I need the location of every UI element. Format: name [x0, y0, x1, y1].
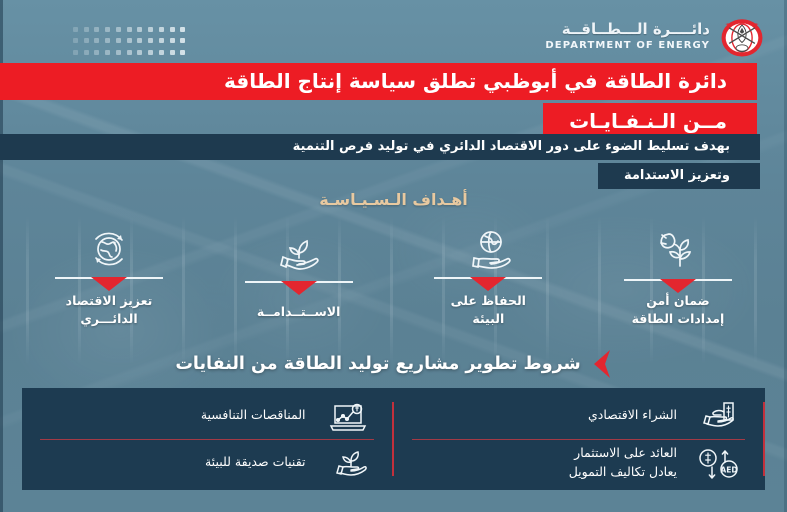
condition-label: تقنيات صديقة للبيئة	[204, 454, 306, 470]
decorative-dot	[180, 50, 185, 55]
decorative-dot	[105, 27, 110, 32]
decorative-dot	[94, 50, 99, 55]
red-chevron-icon	[468, 276, 508, 292]
decorative-dot	[137, 38, 142, 43]
decorative-dot	[170, 27, 175, 32]
decorative-dot	[170, 50, 175, 55]
conditions-left-column	[22, 388, 392, 490]
objectives-section-title: أهـداف الـسـيـاسـة	[319, 190, 468, 209]
decorative-dot	[105, 38, 110, 43]
condition-label: المناقصات التنافسية	[200, 407, 306, 423]
decorative-dot	[84, 50, 89, 55]
decorative-dot	[148, 50, 153, 55]
subtitle	[0, 134, 760, 192]
decorative-dot	[127, 50, 132, 55]
condition-label: العائد على الاستثمار يعادل تكاليف التمويل	[568, 445, 677, 479]
objective-item	[20, 228, 198, 328]
decorative-dot	[159, 27, 164, 32]
panel-edge-divider	[763, 402, 765, 476]
svg-text:AED: AED	[720, 464, 738, 474]
decorative-dot	[148, 27, 153, 32]
dollar-aed-exchange-icon	[691, 447, 747, 479]
decorative-dot	[127, 38, 132, 43]
hand-seedling-icon	[320, 447, 376, 479]
conditions-panel	[22, 388, 765, 490]
decorative-dot	[73, 27, 78, 32]
decorative-dot	[105, 50, 110, 55]
objective-rule	[624, 278, 732, 285]
condition-row	[38, 440, 376, 486]
headline	[0, 63, 757, 143]
condition-label: الشراء الاقتصادي	[587, 407, 677, 423]
red-chevron-left-icon	[590, 349, 612, 379]
doe-logo-text	[545, 22, 710, 51]
hand-globe-icon	[464, 228, 512, 270]
decorative-dot	[159, 50, 164, 55]
doe-logo-arabic: دائــــرة الـــطــاقــة	[561, 20, 710, 39]
decorative-dot	[84, 38, 89, 43]
objective-item	[589, 228, 767, 328]
condition-row	[410, 393, 748, 439]
red-chevron-icon	[89, 276, 129, 292]
abu-dhabi-doe-crest-icon	[719, 14, 765, 60]
objective-rule	[434, 276, 542, 285]
decorative-dot	[94, 27, 99, 32]
doe-logo	[545, 14, 765, 60]
objective-label: تعزيز الاقتصاد الدائـــري	[65, 292, 153, 326]
objective-item	[210, 228, 388, 328]
plug-plant-icon	[652, 228, 704, 272]
decorative-dot	[137, 50, 142, 55]
objectives-row	[20, 228, 767, 328]
decorative-dot	[180, 38, 185, 43]
laptop-chart-icon	[320, 400, 376, 432]
decorative-dot	[116, 50, 121, 55]
decorative-dot	[84, 27, 89, 32]
conditions-section-title	[0, 349, 787, 379]
headline-line-1: دائرة الطاقة في أبوظبي تطلق سياسة إنتاج الطاقة	[0, 63, 757, 100]
decorative-dot	[116, 27, 121, 32]
decorative-dot	[94, 38, 99, 43]
decorative-dot	[170, 38, 175, 43]
subtitle-line-2: وتعزيز الاستدامة	[598, 163, 760, 189]
doe-logo-english: DEPARTMENT OF ENERGY	[545, 40, 710, 52]
red-chevron-icon	[658, 278, 698, 294]
objective-label: الاســتــدامــة	[256, 304, 341, 319]
objective-rule	[245, 280, 353, 296]
subtitle-line-1: بهدف تسليط الضوء على دور الاقتصاد الدائري في توليد فرص التنمية	[0, 134, 760, 160]
conditions-right-column	[394, 388, 764, 490]
decorative-dot	[73, 50, 78, 55]
condition-row	[410, 440, 748, 486]
red-chevron-icon	[279, 280, 319, 296]
condition-row	[38, 393, 376, 439]
decorative-dot-grid	[73, 27, 189, 59]
objective-rule	[55, 276, 163, 285]
objective-label: الحفاظ على البيئة	[450, 292, 526, 326]
decorative-dot	[127, 27, 132, 32]
objective-label: ضمان أمن إمدادات الطاقة	[631, 292, 725, 326]
hand-money-icon	[691, 400, 747, 432]
decorative-dot	[137, 27, 142, 32]
conditions-title-text: شروط تطوير مشاريع توليد الطاقة من النفايات	[175, 354, 581, 374]
hand-sprout-icon	[275, 228, 323, 274]
decorative-dot	[116, 38, 121, 43]
recycling-globe-icon	[85, 228, 133, 270]
decorative-dot	[73, 38, 78, 43]
objective-item	[399, 228, 577, 328]
decorative-dot	[180, 27, 185, 32]
decorative-dot	[148, 38, 153, 43]
headline-line-2: مــن الـنـفـايـات	[543, 103, 757, 140]
decorative-dot	[159, 38, 164, 43]
